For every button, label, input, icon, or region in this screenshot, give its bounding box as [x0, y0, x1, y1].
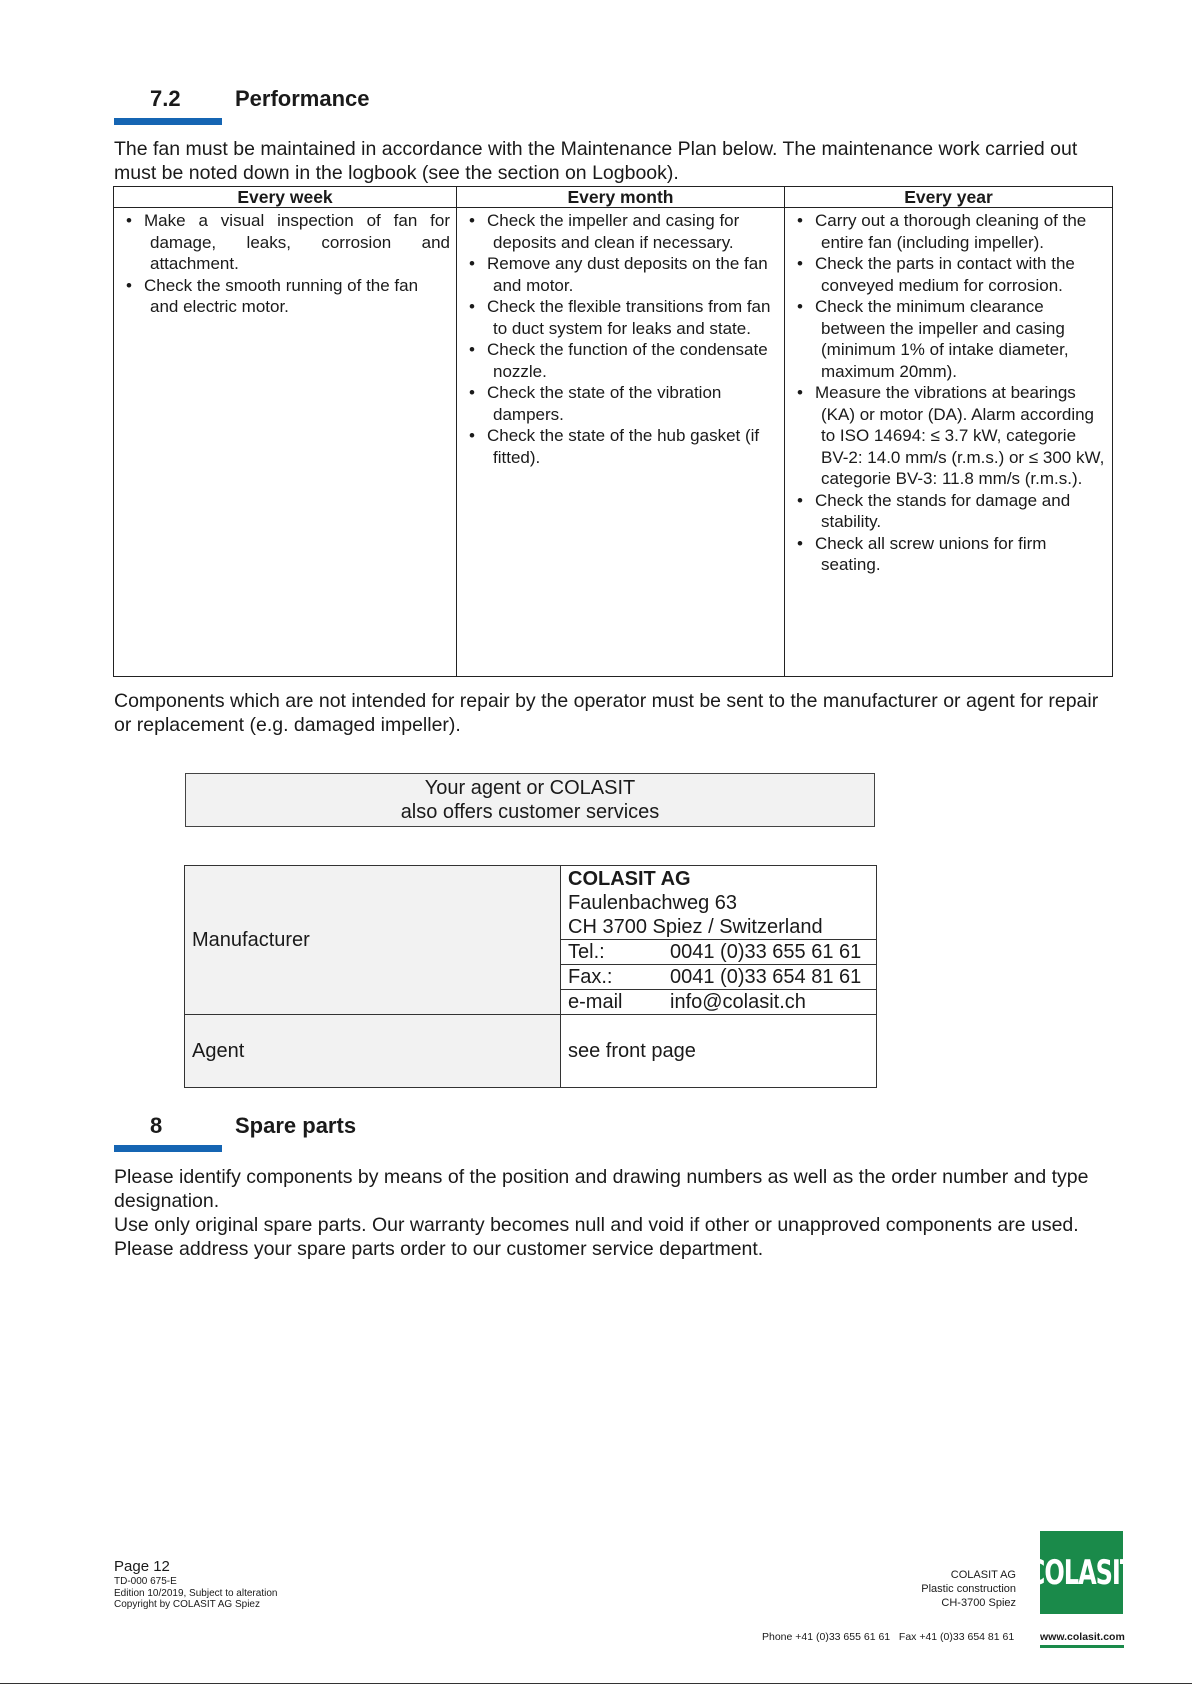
email-label: e-mail [568, 990, 623, 1013]
header-every-year: Every year [785, 187, 1113, 208]
footer-left [114, 1558, 277, 1611]
page-bottom-rule [0, 1683, 1192, 1684]
list-item: • Measure the vibrations at bearings (KA) or motor (DA). Alarm according to ISO 14694: ≤ 3.7 kW, categorie BV-2: 14.0 mm/s (r.m.s.) or ≤ 300 kW, categorie BV-3: 11.8 mm/s (r.m.s.). [791, 382, 1106, 490]
agent-value: see front page [561, 1015, 877, 1088]
month-task-list [463, 210, 778, 468]
intro-paragraph [114, 137, 1114, 185]
city: CH 3700 Spiez / Switzerland [568, 915, 823, 938]
list-item: • Check all screw unions for firm seating. [791, 533, 1106, 576]
header-every-month: Every month [457, 187, 785, 208]
heading-accent-bar [114, 1145, 222, 1152]
list-item: • Check the parts in contact with the conveyed medium for corrosion. [791, 253, 1106, 296]
tel-row [561, 939, 876, 964]
table-row [185, 1015, 877, 1088]
heading-accent-bar [114, 118, 222, 125]
month-cell [457, 208, 785, 677]
fax-row [561, 964, 876, 989]
year-task-list [791, 210, 1106, 576]
list-item: • Check the flexible transitions from fan to duct system for leaks and state. [463, 296, 778, 339]
footer-company-block [921, 1568, 1016, 1610]
list-item: • Check the stands for damage and stability. [791, 490, 1106, 533]
street: Faulenbachweg 63 [568, 891, 738, 914]
edition: Edition 10/2019, Subject to alteration [114, 1587, 278, 1599]
email-value: info@colasit.ch [670, 990, 806, 1013]
section-number: 7.2 [150, 86, 181, 111]
list-item: • Check the smooth running of the fan and electric motor. [120, 275, 450, 318]
footer-city: CH-3700 Spiez [941, 1597, 1016, 1609]
components-paragraph [114, 689, 1114, 737]
year-cell [785, 208, 1113, 677]
spare-parts-text-1: Please identify components by means of the position and drawing numbers as well as the order number and type designation. [114, 1166, 1089, 1212]
section-number: 8 [150, 1113, 163, 1138]
manufacturer-address [561, 867, 876, 939]
section-title: Performance [235, 86, 370, 111]
table-row [185, 866, 877, 1015]
service-line-1: Your agent or COLASIT [424, 777, 636, 799]
customer-service-box [185, 773, 875, 827]
copyright: Copyright by COLASIT AG Spiez [114, 1599, 260, 1610]
maintenance-plan-table [113, 186, 1113, 677]
section-title: Spare parts [235, 1113, 357, 1138]
colasit-logo [1027, 1531, 1136, 1614]
company-name: COLASIT AG [568, 867, 691, 890]
website-link[interactable]: www.colasit.com [1040, 1631, 1124, 1648]
logo-text: COLASIT [1027, 1552, 1136, 1593]
tel-value: 0041 (0)33 655 61 61 [670, 940, 862, 963]
doc-number: TD-000 675-E [114, 1576, 177, 1587]
email-row [561, 989, 876, 1014]
intro-text: The fan must be maintained in accordance with the Maintenance Plan below. The maintenance work carried out must be noted down in the logbook (see the section on Logbook). [114, 138, 1078, 184]
list-item: • Check the minimum clearance between the impeller and casing (minimum 1% of intake diameter, maximum 20mm). [791, 296, 1106, 382]
contact-table [184, 865, 877, 1088]
spare-parts-text-3: Please address your spare parts order to our customer service department. [114, 1238, 764, 1260]
table-header-row [114, 187, 1113, 208]
list-item: • Check the impeller and casing for deposits and clean if necessary. [463, 210, 778, 253]
spare-parts-paragraph [114, 1165, 1114, 1261]
week-cell [114, 208, 457, 677]
list-item: • Make a visual inspection of fan for damage, leaks, corrosion and attachment. [120, 210, 450, 275]
footer-phone-fax: Phone +41 (0)33 655 61 61 Fax +41 (0)33 654 81 61 [762, 1631, 1015, 1643]
tel-label: Tel.: [568, 940, 605, 963]
list-item: • Check the state of the vibration dampers. [463, 382, 778, 425]
agent-label: Agent [185, 1015, 561, 1088]
components-text: Components which are not intended for repair by the operator must be sent to the manufacturer or agent for repair or replacement (e.g. damaged impeller). [114, 690, 1099, 736]
list-item: • Check the function of the condensate nozzle. [463, 339, 778, 382]
footer-subtitle: Plastic construction [921, 1583, 1016, 1595]
spare-parts-text-2: Use only original spare parts. Our warranty becomes null and void if other or unapproved components are used. [114, 1214, 1079, 1236]
manufacturer-details [561, 866, 877, 1015]
list-item: • Carry out a thorough cleaning of the entire fan (including impeller). [791, 210, 1106, 253]
fax-label: Fax.: [568, 965, 613, 988]
header-every-week: Every week [114, 187, 457, 208]
list-item: • Remove any dust deposits on the fan and motor. [463, 253, 778, 296]
list-item: • Check the state of the hub gasket (if fitted). [463, 425, 778, 468]
table-row [114, 208, 1113, 677]
page-number: Page 12 [114, 1558, 170, 1575]
footer-company: COLASIT AG [950, 1569, 1016, 1581]
manufacturer-label: Manufacturer [185, 866, 561, 1015]
fax-value: 0041 (0)33 654 81 61 [670, 965, 862, 988]
week-task-list [120, 210, 450, 318]
service-line-2: also offers customer services [400, 801, 660, 823]
